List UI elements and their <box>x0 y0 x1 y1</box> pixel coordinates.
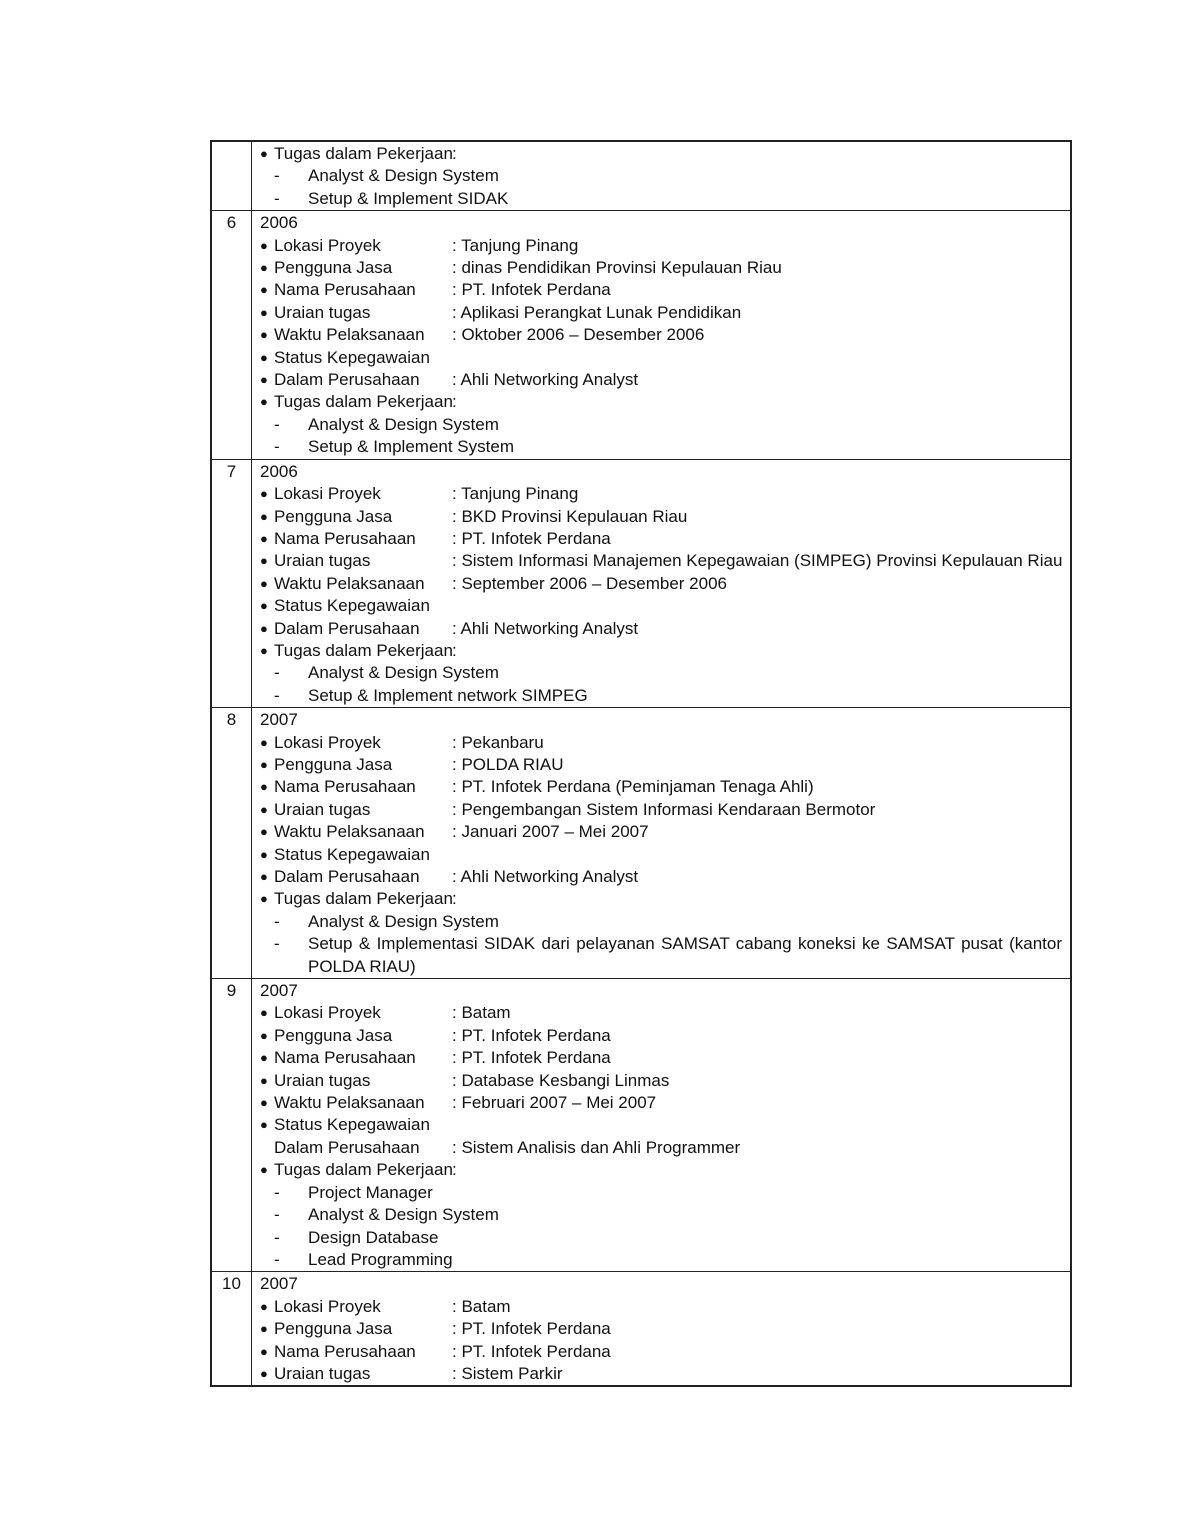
bullet-icon: ● <box>260 1298 268 1314</box>
bullet-icon: ● <box>260 1095 268 1111</box>
row-number: 10 <box>212 1272 252 1385</box>
table-row <box>212 707 1070 978</box>
bullet-icon: ● <box>260 1365 268 1381</box>
experience-table <box>210 140 1072 1387</box>
bullet-icon: ● <box>260 1321 268 1337</box>
table-row <box>212 142 1070 210</box>
bullet-icon: ● <box>260 394 268 410</box>
tasks-heading <box>260 888 1062 910</box>
row-content <box>252 142 1070 210</box>
bullet-icon: ● <box>260 553 268 569</box>
field-value: : PT. Infotek Perdana (Peminjaman Tenaga Ahli) <box>452 777 814 797</box>
field-value: : dinas Pendidikan Provinsi Kepulauan Riau <box>452 258 782 278</box>
bullet-icon: ● <box>260 801 268 817</box>
field-line <box>260 347 1062 369</box>
field-label: Waktu Pelaksanaan <box>274 1093 425 1113</box>
field-label: Nama Perusahaan <box>274 1048 416 1068</box>
table-row <box>212 459 1070 707</box>
bullet-icon: ● <box>260 869 268 884</box>
field-label: Nama Perusahaan <box>274 1341 416 1361</box>
field-value: : Ahli Networking Analyst <box>452 867 639 886</box>
task-text: Project Manager <box>308 1182 433 1202</box>
field-colon: : <box>452 640 457 660</box>
field-label: Lokasi Proyek <box>274 1003 381 1023</box>
bullet-icon: ● <box>260 1072 268 1088</box>
row-content <box>252 460 1070 707</box>
field-label: Uraian tugas <box>274 551 371 571</box>
field-line <box>260 235 1062 257</box>
field-label: Nama Perusahaan <box>274 528 416 548</box>
bullet-icon: ● <box>260 1027 268 1043</box>
project-year: 2007 <box>260 981 298 1001</box>
field-value: : PT. Infotek Perdana <box>452 1025 611 1045</box>
task-item <box>260 685 1062 707</box>
bullet-icon: ● <box>260 846 268 862</box>
field-line <box>260 618 1062 640</box>
row-content <box>252 708 1070 978</box>
task-text: Analyst & Design System <box>308 166 499 186</box>
row-content <box>252 211 1070 458</box>
dash-marker: - <box>274 188 280 208</box>
field-line <box>260 799 1062 821</box>
bullet-icon: ● <box>260 734 268 750</box>
field-line <box>260 1296 1062 1318</box>
field-value: : Pekanbaru <box>452 732 544 752</box>
task-item <box>260 188 1062 210</box>
field-line <box>260 1002 1062 1024</box>
row-number: 7 <box>212 460 252 707</box>
field-line <box>260 1047 1062 1069</box>
bullet-icon: ● <box>260 237 268 253</box>
task-text: Setup & Implement SIDAK <box>308 188 509 208</box>
field-label: Lokasi Proyek <box>274 1296 381 1316</box>
field-label: Dalam Perusahaan <box>274 1137 420 1157</box>
field-value: : Tanjung Pinang <box>452 484 579 504</box>
field-value: : PT. Infotek Perdana <box>452 528 611 548</box>
task-item <box>260 436 1062 458</box>
dash-marker: - <box>274 1227 280 1247</box>
field-value: : Ahli Networking Analyst <box>452 618 639 638</box>
field-line <box>260 754 1062 776</box>
project-year: 2007 <box>260 710 298 730</box>
field-value: : Pengembangan Sistem Informasi Kendaraan Bermotor <box>452 799 876 819</box>
bullet-icon: ● <box>260 530 268 546</box>
bullet-icon: ● <box>260 1162 268 1178</box>
field-label: Pengguna Jasa <box>274 1319 393 1339</box>
project-year: 2006 <box>260 461 298 481</box>
table-row <box>212 210 1070 458</box>
row-number: 9 <box>212 979 252 1271</box>
row-number: 8 <box>212 708 252 978</box>
field-label: Pengguna Jasa <box>274 1025 393 1045</box>
field-value: : Ahli Networking Analyst <box>452 370 639 390</box>
field-line <box>260 844 1062 866</box>
dash-marker: - <box>274 437 280 457</box>
field-value: : Sistem Analisis dan Ahli Programmer <box>452 1137 741 1157</box>
field-value: : September 2006 – Desember 2006 <box>452 573 728 593</box>
field-line <box>260 1363 1062 1385</box>
bullet-icon: ● <box>260 327 268 343</box>
field-label: Pengguna Jasa <box>274 754 393 774</box>
field-line <box>260 595 1062 617</box>
field-colon: : <box>452 1160 457 1180</box>
field-value: : BKD Provinsi Kepulauan Riau <box>452 506 688 526</box>
field-line <box>260 1092 1062 1114</box>
dash-marker: - <box>274 1249 280 1269</box>
field-line <box>260 528 1062 550</box>
task-item <box>260 911 1062 933</box>
field-label: Waktu Pelaksanaan <box>274 325 425 345</box>
task-text: Lead Programming <box>308 1249 453 1269</box>
field-line <box>260 573 1062 595</box>
field-colon: : <box>452 144 457 163</box>
bullet-icon: ● <box>260 282 268 298</box>
task-item <box>260 165 1062 187</box>
task-item <box>260 1227 1062 1249</box>
bullet-icon: ● <box>260 575 268 591</box>
field-label: Waktu Pelaksanaan <box>274 822 425 842</box>
field-line <box>260 1025 1062 1047</box>
field-value: : Sistem Parkir <box>452 1363 563 1383</box>
field-label: Nama Perusahaan <box>274 280 416 300</box>
bullet-icon: ● <box>260 891 268 907</box>
field-line <box>260 1137 1062 1159</box>
field-line <box>260 1114 1062 1136</box>
field-label: Dalam Perusahaan <box>274 618 420 638</box>
field-value: : Januari 2007 – Mei 2007 <box>452 822 649 842</box>
field-label: Tugas dalam Pekerjaan <box>274 392 453 412</box>
field-line <box>260 257 1062 279</box>
field-label: Uraian tugas <box>274 799 371 819</box>
field-value: : PT. Infotek Perdana <box>452 1341 611 1361</box>
field-value: : Oktober 2006 – Desember 2006 <box>452 325 705 345</box>
bullet-icon: ● <box>260 1005 268 1021</box>
field-label: Tugas dalam Pekerjaan <box>274 889 453 909</box>
task-text: Analyst & Design System <box>308 663 499 683</box>
task-text: Setup & Implement System <box>308 437 514 457</box>
bullet-icon: ● <box>260 756 268 772</box>
field-line <box>260 732 1062 754</box>
task-item <box>260 414 1062 436</box>
field-label: Tugas dalam Pekerjaan <box>274 1160 453 1180</box>
field-label: Uraian tugas <box>274 302 371 322</box>
field-line <box>260 776 1062 798</box>
field-colon: : <box>452 392 457 412</box>
field-value: : Database Kesbangi Linmas <box>452 1070 670 1090</box>
field-label: Status Kepegawaian <box>274 596 430 616</box>
field-value: : Tanjung Pinang <box>452 235 579 255</box>
task-item <box>260 933 1062 978</box>
tasks-heading <box>260 143 1062 165</box>
field-value: : Batam <box>452 1296 511 1316</box>
field-line <box>260 1070 1062 1092</box>
field-label: Status Kepegawaian <box>274 1115 430 1135</box>
bullet-icon: ● <box>260 1343 268 1359</box>
dash-marker: - <box>274 663 280 683</box>
task-item <box>260 1182 1062 1204</box>
row-number <box>212 142 252 210</box>
field-label: Status Kepegawaian <box>274 844 430 864</box>
bullet-icon: ● <box>260 620 268 636</box>
bullet-icon: ● <box>260 349 268 365</box>
row-number: 6 <box>212 211 252 458</box>
dash-marker: - <box>274 414 280 434</box>
field-label: Lokasi Proyek <box>274 235 381 255</box>
field-label: Uraian tugas <box>274 1070 371 1090</box>
table-row <box>212 978 1070 1271</box>
task-item <box>260 1249 1062 1271</box>
field-label: Tugas dalam Pekerjaan <box>274 144 453 163</box>
task-text: Setup & Implement network SIMPEG <box>308 685 588 705</box>
field-line <box>260 866 1062 888</box>
project-year: 2007 <box>260 1274 298 1294</box>
field-value: : PT. Infotek Perdana <box>452 1048 611 1068</box>
field-line <box>260 369 1062 391</box>
dash-marker: - <box>274 934 280 954</box>
field-value: : Batam <box>452 1003 511 1023</box>
task-item <box>260 1204 1062 1226</box>
bullet-icon: ● <box>260 598 268 614</box>
bullet-icon: ● <box>260 304 268 320</box>
task-text: Setup & Implementasi SIDAK dari pelayanan SAMSAT cabang koneksi ke SAMSAT pusat (kantor POLDA RIAU) <box>308 934 1062 976</box>
bullet-icon: ● <box>260 146 268 161</box>
bullet-icon: ● <box>260 508 268 524</box>
field-colon: : <box>452 889 457 909</box>
bullet-icon: ● <box>260 1117 268 1133</box>
dash-marker: - <box>274 911 280 931</box>
field-value: : POLDA RIAU <box>452 754 564 774</box>
project-year: 2006 <box>260 213 298 233</box>
row-content <box>252 1272 1070 1385</box>
task-text: Analyst & Design System <box>308 911 499 931</box>
field-label: Uraian tugas <box>274 1363 371 1383</box>
bullet-icon: ● <box>260 1050 268 1066</box>
field-label: Tugas dalam Pekerjaan <box>274 640 453 660</box>
task-text: Design Database <box>308 1227 439 1247</box>
dash-marker: - <box>274 1205 280 1225</box>
field-value: : Februari 2007 – Mei 2007 <box>452 1093 657 1113</box>
field-label: Dalam Perusahaan <box>274 867 420 886</box>
dash-marker: - <box>274 685 280 705</box>
field-value: : Sistem Informasi Manajemen Kepegawaian (SIMPEG) Provinsi Kepulauan Riau <box>452 551 1063 571</box>
bullet-icon: ● <box>260 372 268 388</box>
task-text: Analyst & Design System <box>308 1205 499 1225</box>
field-line <box>260 302 1062 324</box>
dash-marker: - <box>274 166 280 186</box>
field-line <box>260 550 1062 572</box>
field-line <box>260 1341 1062 1363</box>
row-content <box>252 979 1070 1271</box>
bullet-icon: ● <box>260 260 268 276</box>
tasks-heading <box>260 640 1062 662</box>
table-row <box>212 1271 1070 1385</box>
field-value: : Aplikasi Perangkat Lunak Pendidikan <box>452 302 742 322</box>
field-line <box>260 483 1062 505</box>
field-value: : PT. Infotek Perdana <box>452 1319 611 1339</box>
field-label: Waktu Pelaksanaan <box>274 573 425 593</box>
field-label: Pengguna Jasa <box>274 258 393 278</box>
field-line <box>260 324 1062 346</box>
field-label: Lokasi Proyek <box>274 484 381 504</box>
bullet-icon: ● <box>260 824 268 840</box>
field-line <box>260 279 1062 301</box>
dash-marker: - <box>274 1182 280 1202</box>
field-line <box>260 821 1062 843</box>
field-label: Status Kepegawaian <box>274 347 430 367</box>
tasks-heading <box>260 1159 1062 1181</box>
task-text: Analyst & Design System <box>308 414 499 434</box>
bullet-icon: ● <box>260 779 268 795</box>
tasks-heading <box>260 391 1062 413</box>
field-label: Pengguna Jasa <box>274 506 393 526</box>
task-item <box>260 662 1062 684</box>
field-label: Nama Perusahaan <box>274 777 416 797</box>
field-label: Dalam Perusahaan <box>274 370 420 390</box>
bullet-icon: ● <box>260 486 268 502</box>
field-label: Lokasi Proyek <box>274 732 381 752</box>
bullet-icon: ● <box>260 642 268 658</box>
field-value: : PT. Infotek Perdana <box>452 280 611 300</box>
field-line <box>260 506 1062 528</box>
field-line <box>260 1318 1062 1340</box>
